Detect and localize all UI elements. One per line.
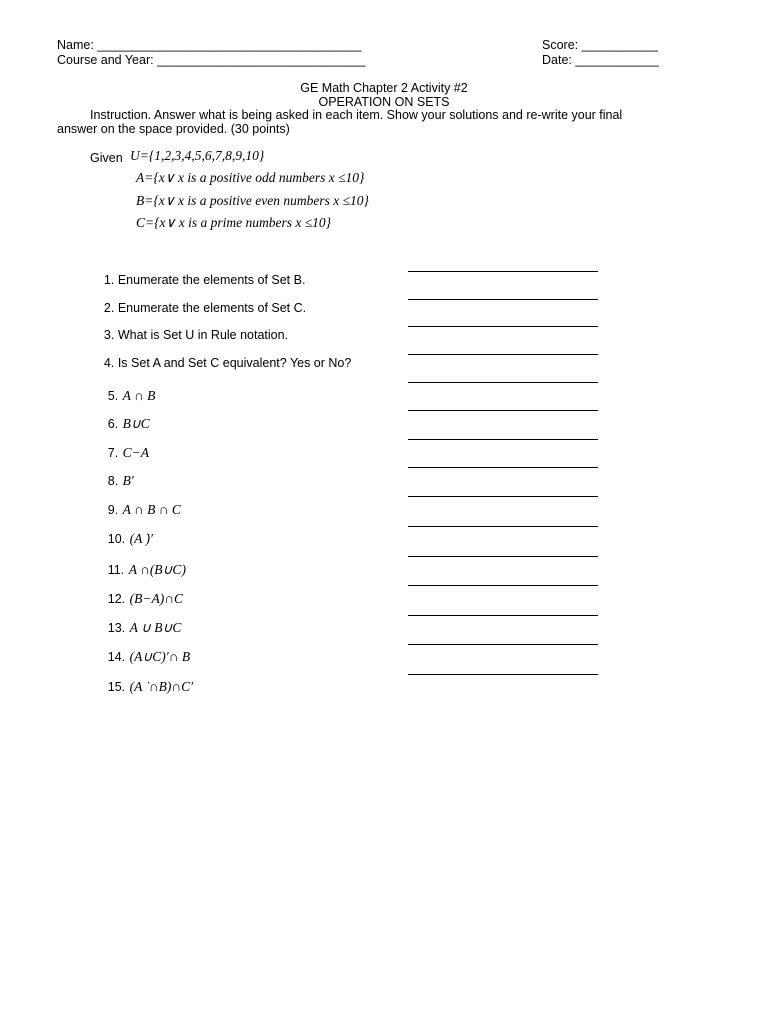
- answer-line[interactable]: [408, 326, 598, 327]
- set-expression: B′: [122, 473, 134, 488]
- answer-line[interactable]: [408, 585, 598, 586]
- question-number: 8.: [107, 474, 119, 488]
- answer-line[interactable]: [408, 644, 598, 645]
- question-number: 3.: [103, 328, 115, 342]
- answer-line[interactable]: [408, 526, 598, 527]
- question-number: 1.: [103, 273, 115, 287]
- answer-line[interactable]: [408, 271, 598, 272]
- set-expression: A ∩ B ∩ C: [122, 502, 181, 517]
- answer-line[interactable]: [408, 496, 598, 497]
- question-number: 13.: [107, 621, 126, 635]
- set-expression: (B−A)∩C: [129, 591, 183, 606]
- set-expression: A ∩(B∪C): [128, 562, 186, 577]
- question-number: 2.: [103, 301, 115, 315]
- score-field-label: Score: ___________: [542, 38, 659, 52]
- question-item: [90, 660, 193, 714]
- answer-line[interactable]: [408, 299, 598, 300]
- set-expression: C−A: [122, 445, 150, 460]
- question-number: 11.: [107, 563, 125, 577]
- set-c-definition: C={x∨ x is a prime numbers x ≤10}: [136, 215, 332, 230]
- given-label: Given: [90, 151, 123, 165]
- question-text: What is Set U in Rule notation.: [117, 328, 289, 342]
- name-field-label: Name: ______________________________________: [57, 38, 362, 52]
- instruction-line-2: answer on the space provided. (30 points): [57, 122, 290, 136]
- set-a-definition: A={x∨ x is a positive odd numbers x ≤10}: [136, 170, 365, 185]
- question-number: 12.: [107, 592, 126, 606]
- question-number: 6.: [107, 417, 119, 431]
- answer-line[interactable]: [408, 467, 598, 468]
- question-number: 10.: [107, 532, 126, 546]
- question-text: Is Set A and Set C equivalent? Yes or No?: [117, 356, 352, 370]
- worksheet-subtitle: OPERATION ON SETS: [318, 95, 450, 109]
- set-expression: (A∪C)′∩ B: [129, 649, 191, 664]
- instruction-line-1: Instruction. Answer what is being asked in each item. Show your solutions and re-write your final: [90, 108, 623, 122]
- question-text: Enumerate the elements of Set B.: [117, 273, 306, 287]
- answer-line[interactable]: [408, 556, 598, 557]
- answer-line[interactable]: [408, 410, 598, 411]
- answer-line[interactable]: [408, 674, 598, 675]
- answer-line[interactable]: [408, 354, 598, 355]
- set-expression: A ∩ B: [122, 388, 156, 403]
- question-text: Enumerate the elements of Set C.: [117, 301, 307, 315]
- set-b-definition: B={x∨ x is a positive even numbers x ≤10}: [136, 193, 369, 208]
- question-number: 7.: [107, 446, 119, 460]
- set-expression: (A ̇)′: [129, 531, 153, 546]
- question-number: 14.: [107, 650, 126, 664]
- question-number: 9.: [107, 503, 119, 517]
- date-field-label: Date: ____________: [542, 53, 659, 67]
- set-expression: (A ̇ ∩B)∩C′: [129, 679, 194, 694]
- worksheet-title: GE Math Chapter 2 Activity #2: [300, 81, 468, 95]
- question-number: 5.: [107, 389, 119, 403]
- question-number: 15.: [107, 680, 126, 694]
- set-expression: A ∪ B∪C: [129, 620, 182, 635]
- answer-line[interactable]: [408, 382, 598, 383]
- course-year-field-label: Course and Year: ______________________________: [57, 53, 366, 67]
- set-u-definition: U={1,2,3,4,5,6,7,8,9,10}: [130, 148, 265, 163]
- answer-line[interactable]: [408, 439, 598, 440]
- set-expression: B∪C: [122, 416, 150, 431]
- answer-line[interactable]: [408, 615, 598, 616]
- question-number: 4.: [103, 356, 115, 370]
